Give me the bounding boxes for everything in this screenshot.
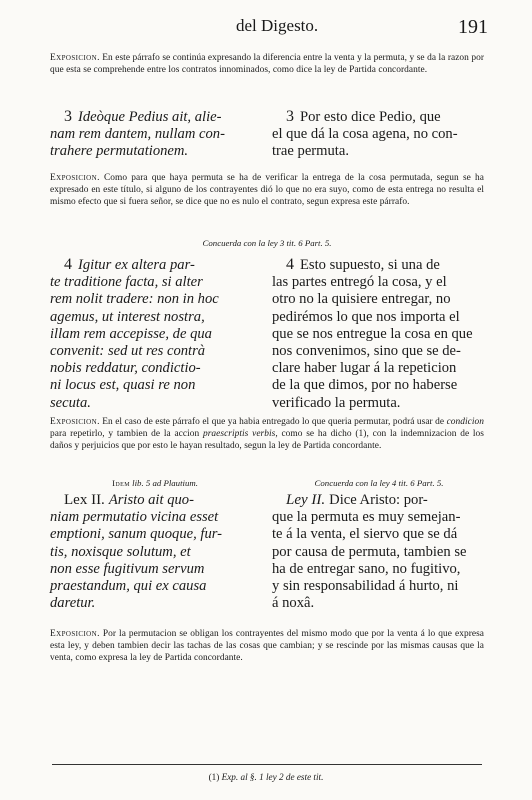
latin-line: rem nolit tradere: non in hoc [50, 291, 219, 308]
latin-line: agemus, ut interest nostra, [50, 308, 205, 325]
exposicion-text: para repetirlo, y tambien de la accion [50, 429, 200, 440]
exposicion-lead: Exposicion. [50, 53, 100, 63]
spanish-paragraph-4 [272, 256, 486, 412]
concordance-note: Concuerda con la ley 3 tit. 6 Part. 5. [202, 238, 332, 248]
spanish-line: Esto supuesto, si una de [300, 257, 440, 273]
latin-line: illam rem accepisse, de qua [50, 325, 212, 342]
spanish-line: que la permuta es muy semejan- [272, 509, 461, 526]
exposicion-2 [50, 172, 484, 209]
spanish-line: trae permuta. [272, 143, 349, 160]
latin-line: Ideòque Pedius ait, alie- [78, 109, 222, 125]
concordance-source: lib. 5 ad Plautium. [132, 478, 198, 488]
footnote-text: Exp. al §. 1 ley 2 de este tit. [221, 772, 324, 782]
latin-line: non esse fugitivum servum [50, 560, 205, 577]
spanish-line: y sin responsabilidad á hurto, ni [272, 578, 459, 595]
concordance-idem: Idem [112, 478, 130, 488]
spanish-paragraph-3 [272, 108, 486, 161]
spanish-line: pedirémos lo que nos importa el [272, 308, 460, 325]
spanish-line: las partes entregó la cosa, y el [272, 274, 447, 291]
spanish-line: nos convenimos, sino que se de- [272, 343, 461, 360]
latin-paragraph-4 [50, 256, 260, 412]
running-title: del Digesto. [236, 16, 319, 35]
latin-line: tis, noxisque solutum, et [50, 543, 191, 560]
spanish-line: á noxâ. [272, 595, 315, 612]
concordance-note-left [50, 478, 260, 488]
paragraph-number: 3 [64, 108, 72, 125]
footnote [0, 772, 532, 782]
spanish-ley-ii [272, 492, 486, 612]
concordance-note-right: Concuerda con la ley 4 tit. 6 Part. 5. [314, 478, 444, 488]
latin-line: nam rem dantem, nullam con- [50, 126, 225, 143]
latin-line: daretur. [50, 595, 96, 612]
exposicion-text: , como se ha dicho (1), con la indemnizacion de los daños y perjuicios que por esto le hayan resultado, segun la ley de Partida concordante. [50, 429, 484, 452]
latin-line: nobis reddatur, condictio- [50, 360, 201, 377]
spanish-line: que se nos entregue la cosa en que [272, 325, 473, 342]
spanish-line: de la que dimos, por no haberse [272, 377, 458, 394]
spanish-line: ha de entregar sano, no fugitivo, [272, 560, 461, 577]
latin-paragraph-3 [50, 108, 260, 161]
exposicion-text: En el caso de este párrafo el que ya habia entregado lo que queria permutar, podrá usar de [102, 417, 445, 427]
ley-label: Ley II. [286, 492, 326, 508]
spanish-line: otro no la quisiere entregar, no [272, 291, 451, 308]
latin-line: trahere permutationem. [50, 143, 189, 160]
lex-label: Lex II. [64, 492, 105, 508]
spanish-line: Por esto dice Pedio, que [300, 109, 441, 125]
latin-line: Igitur ex altera par- [78, 257, 195, 273]
exposicion-lead: Exposicion. [50, 173, 100, 183]
latin-line: emptioni, sanum quoque, fur- [50, 526, 222, 543]
spanish-line: el que dá la cosa agena, no con- [272, 126, 458, 143]
footnote-ref: (1) [208, 772, 220, 782]
latin-line: ni locus est, quasi re non [50, 377, 196, 394]
exposicion-4 [50, 628, 484, 665]
page-number: 191 [458, 16, 488, 38]
exposicion-text: Como para que haya permuta se ha de verificar la entrega de la cosa permutada, segun se ha expresado en este título, si alguno de los contrayentes dió lo que no era suyo, como de esta entrega no resulta el mismo efecto que si fuera señor, se dice que no es nulo el contrato, segun expresa este párrafo. [50, 173, 484, 208]
latin-lex-ii [50, 492, 260, 612]
latin-line: Aristo ait quo- [108, 492, 194, 508]
latin-line: praestandum, qui ex causa [50, 578, 207, 595]
spanish-line: te á la venta, el siervo que se dá [272, 526, 458, 543]
footnote-rule [52, 764, 482, 765]
latin-line: secuta. [50, 394, 91, 411]
latin-line: convenit: sed ut res contrà [50, 343, 206, 360]
spanish-line: Dice Aristo: por- [329, 492, 428, 508]
exposicion-3 [50, 416, 484, 453]
exposicion-1 [50, 52, 484, 76]
latin-line: niam permutatio vicina esset [50, 509, 219, 526]
spanish-line: clare haber lugar á la repeticion [272, 360, 457, 377]
exposicion-lead: Exposicion. [50, 417, 100, 427]
running-head [0, 16, 532, 42]
spanish-line: verificado la permuta. [272, 394, 401, 411]
exposicion-italic-term: condicion [446, 417, 484, 427]
exposicion-text: En este párrafo se continúa expresando la diferencia entre la venta y la permuta, y se da la razon por que esta se comprehende entre los contratos innominados, como dice la ley de Partida concordante. [50, 53, 484, 76]
latin-line: te traditione facta, si alter [50, 274, 203, 291]
paragraph-number: 3 [286, 108, 294, 125]
exposicion-text: Por la permutacion se obligan los contrayentes del mismo modo que por la venta á lo que expresa esta ley, y deben tambien decir las tachas de las cosas que cambian; y se rescinde por las mismas causas que la venta, como expresa la ley de Partida concordante. [50, 629, 484, 664]
exposicion-lead: Exposicion. [50, 629, 100, 639]
paragraph-number: 4 [286, 256, 294, 273]
exposicion-italic-term: praescriptis verbis [202, 429, 276, 440]
paragraph-number: 4 [64, 256, 72, 273]
spanish-line: por causa de permuta, tambien se [272, 543, 467, 560]
